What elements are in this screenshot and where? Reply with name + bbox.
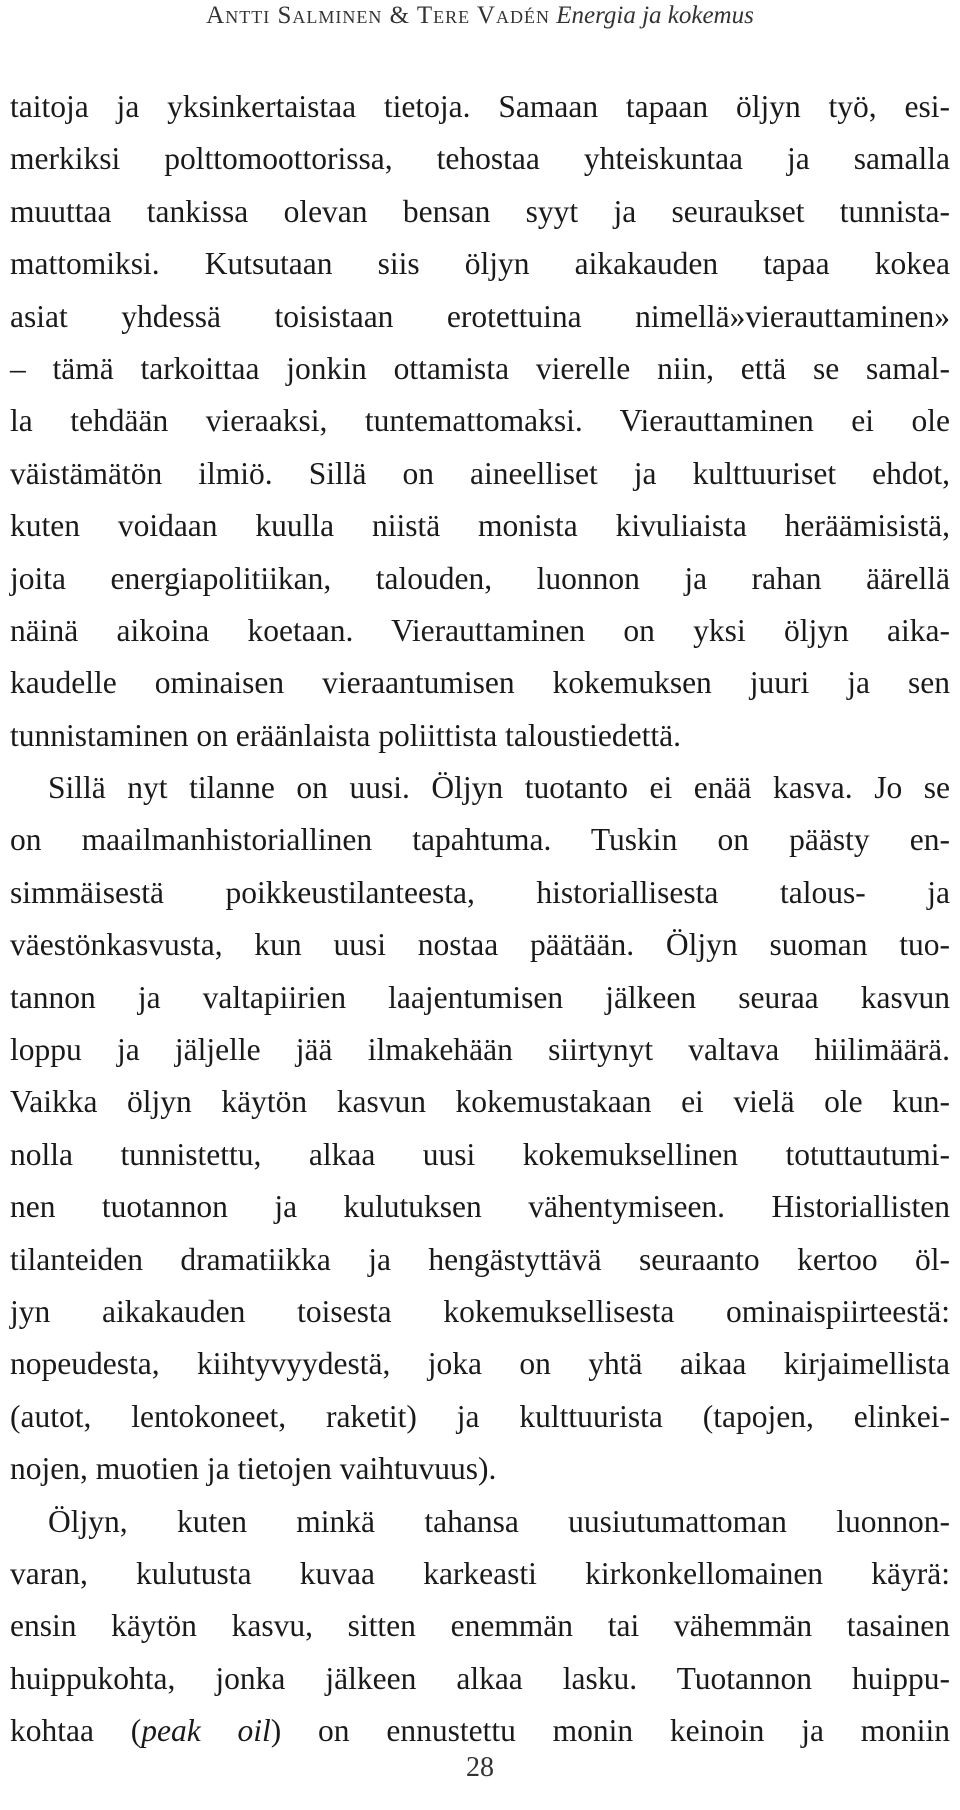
text-line: on maailmanhistoriallinen tapahtuma. Tuskin on päästy en- [10,822,950,858]
text-line: joita energiapolitiikan, talouden, luonnon ja rahan äärellä [10,560,950,596]
text-line: muuttaa tankissa olevan bensan syyt ja seuraukset tunnista- [10,193,950,229]
text-line: tunnistaminen on eräänlaista poliittista taloustiedettä. [10,717,681,753]
text-line: Öljyn, kuten minkä tahansa uusiutumattoman luonnon- [48,1503,950,1539]
text-line: kaudelle ominaisen vieraantumisen kokemuksen juuri ja sen [10,665,950,701]
header-book-title: Energia ja kokemus [556,2,754,29]
text-line: merkiksi polttomoottorissa, tehostaa yhteiskuntaa ja samalla [10,141,950,177]
text-run: ) on ennustettu monin keinoin ja moniin [270,1713,950,1749]
text-line: nopeudesta, kiihtyvyydestä, joka on yhtä aikaa kirjaimellista [10,1346,950,1382]
text-line: näinä aikoina koetaan. Vierauttaminen on yksi öljyn aika- [10,612,950,648]
text-line: Sillä nyt tilanne on uusi. Öljyn tuotanto ei enää kasva. Jo se [48,770,950,806]
text-line: varan, kulutusta kuvaa karkeasti kirkonkellomainen käyrä: [10,1555,950,1591]
page-number: 28 [466,1752,494,1783]
text-line: väestönkasvusta, kun uusi nostaa päätään. Öljyn suoman tuo- [10,927,950,963]
text-run: kohtaa ( [10,1713,142,1749]
header-authors: Antti Salminen & Tere Vadén [206,2,550,29]
text-line: taitoja ja yksinkertaistaa tietoja. Samaan tapaan öljyn työ, esi- [10,89,950,124]
text-line: väistämätön ilmiö. Sillä on aineelliset ja kulttuuriset ehdot, [10,455,950,491]
text-line: kuten voidaan kuulla niistä monista kivuliaista heräämisistä, [10,508,950,544]
text-line: nojen, muotien ja tietojen vaihtuvuus). [10,1451,497,1487]
running-header [0,0,960,60]
text-line: huippukohta, jonka jälkeen alkaa lasku. Tuotannon huippu- [10,1660,950,1696]
text-line: nolla tunnistettu, alkaa uusi kokemuksellinen totuttautumi- [10,1136,950,1172]
text-line: Vaikka öljyn käytön kasvun kokemustakaan ei vielä ole kun- [10,1084,950,1120]
text-line: loppu ja jäljelle jää ilmakehään siirtynyt valtava hiilimäärä. [10,1032,950,1068]
text-line: nen tuotannon ja kulutuksen vähentymiseen. Historiallisten [10,1189,950,1225]
text-line: – tämä tarkoittaa jonkin ottamista vierelle niin, että se samal- [10,350,950,386]
text-line: asiat yhdessä toisistaan erotettuina nimellä»vierauttaminen» [10,298,950,334]
text-line-last [10,1705,950,1757]
text-line: mattomiksi. Kutsutaan siis öljyn aikakauden tapaa kokea [10,246,950,282]
text-line: tannon ja valtapiirien laajentumisen jälkeen seuraa kasvun [10,979,950,1015]
text-line: (autot, lentokoneet, raketit) ja kulttuurista (tapojen, elinkei- [10,1398,950,1434]
text-line: ensin käytön kasvu, sitten enemmän tai vähemmän tasainen [10,1608,950,1644]
text-line: jyn aikakauden toisesta kokemuksellisesta ominaispiirteestä: [10,1293,950,1329]
italic-term: peak oil [141,1713,271,1749]
body-text [10,81,950,1758]
text-line: simmäisestä poikkeustilanteesta, historiallisesta talous- ja [10,874,950,910]
text-line: tilanteiden dramatiikka ja hengästyttävä seuraanto kertoo öl- [10,1241,950,1277]
text-line: la tehdään vieraaksi, tuntemattomaksi. Vierauttaminen ei ole [10,403,950,439]
